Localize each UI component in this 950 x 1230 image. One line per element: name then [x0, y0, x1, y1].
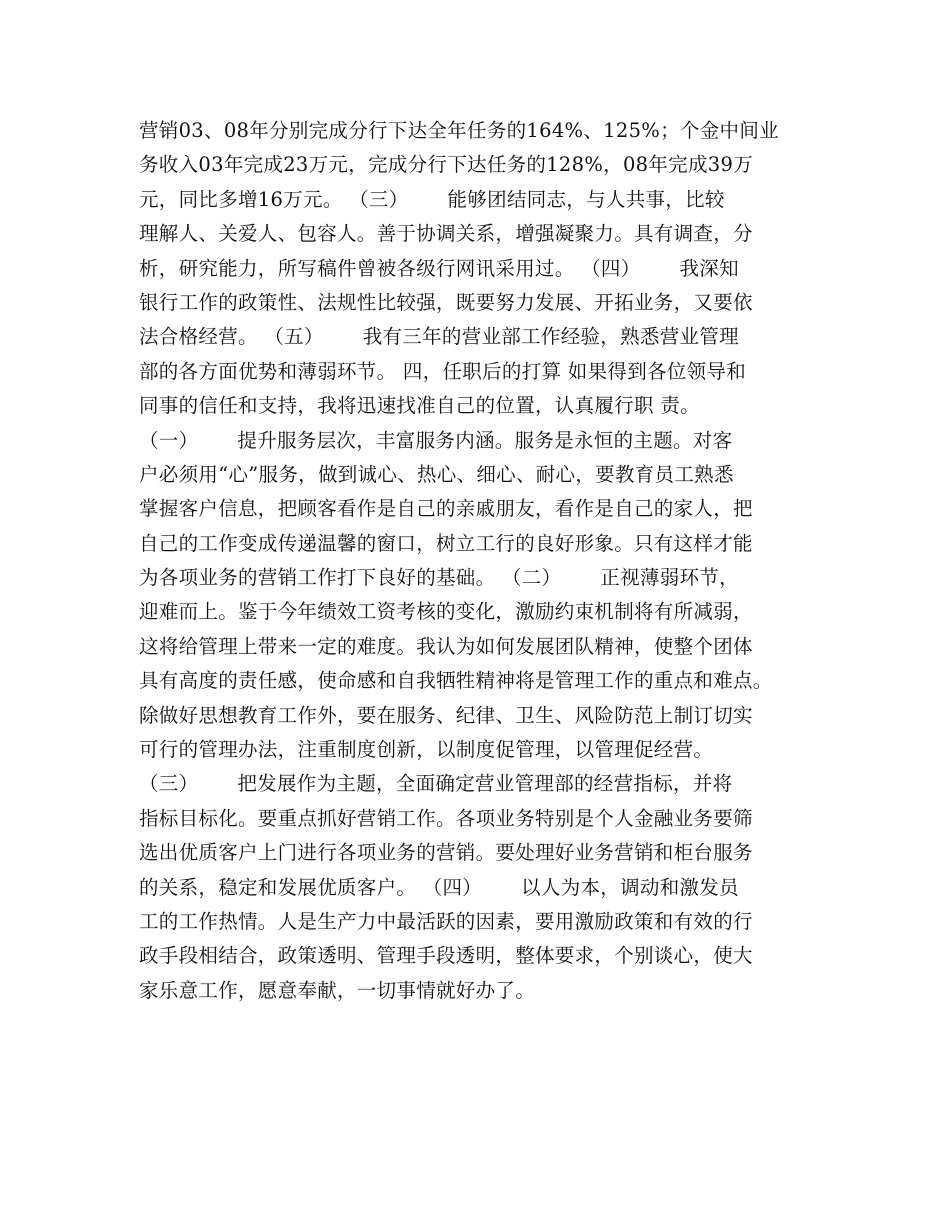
- text-line: 具有高度的责任感，使命感和自我牺牲精神将是管理工作的重点和难点。: [139, 669, 773, 693]
- text-line: 同事的信任和支持，我将迅速找准自己的位置，认真履行职 责。: [139, 394, 700, 418]
- text-line: 家乐意工作，愿意奉献，一切事情就好办了。: [139, 978, 536, 1002]
- text-line: 工的工作热情。人是生产力中最活跃的因素，要用激励政策和有效的行: [139, 909, 753, 933]
- text-line: 的关系，稳定和发展优质客户。 （四） 以人为本，调动和激发员: [139, 875, 739, 899]
- text-line: （一） 提升服务层次，丰富服务内涵。服务是永恒的主题。对客: [139, 428, 733, 452]
- text-line: 析，研究能力，所写稿件曾被各级行网讯采用过。 （四） 我深知: [139, 256, 739, 280]
- text-line: 除做好思想教育工作外，要在服务、纪律、卫生、风险防范上制订切实: [139, 703, 753, 727]
- text-line: 理解人、关爱人、包容人。善于协调关系，增强凝聚力。具有调查，分: [139, 222, 753, 246]
- text-line: 法合格经营。 （五） 我有三年的营业部工作经验，熟悉营业管理: [139, 325, 739, 349]
- text-line: 迎难而上。鉴于今年绩效工资考核的变化，激励约束机制将有所减弱，: [139, 600, 753, 624]
- text-line: 掌握客户信息，把顾客看作是自己的亲戚朋友，看作是自己的家人，把: [139, 497, 753, 521]
- text-line: 元，同比多增16万元。 （三） 能够团结同志，与人共事，比较: [139, 187, 725, 211]
- text-line: 银行工作的政策性、法规性比较强，既要努力发展、开拓业务，又要依: [139, 290, 753, 314]
- text-line: 户必须用“心”服务，做到诚心、热心、细心、耐心，要教育员工熟悉: [139, 462, 734, 486]
- text-line: 这将给管理上带来一定的难度。我认为如何发展团队精神，使整个团体: [139, 634, 753, 658]
- text-line: 自己的工作变成传递温馨的窗口，树立工行的良好形象。只有这样才能: [139, 531, 753, 555]
- text-line: （三） 把发展作为主题，全面确定营业管理部的经营指标，并将: [139, 772, 733, 796]
- text-line: 为各项业务的营销工作打下良好的基础。 （二） 正视薄弱环节，: [139, 566, 739, 590]
- document-body: [139, 114, 829, 1008]
- text-line: 可行的管理办法，注重制度创新，以制度促管理，以管理促经营。: [139, 738, 714, 762]
- text-line: 营销03、08年分别完成分行下达全年任务的164%、125%；个金中间业: [139, 119, 779, 142]
- text-line: 政手段相结合，政策透明、管理手段透明，整体要求，个别谈心，使大: [139, 944, 753, 968]
- text-line: 务收入03年完成23万元，完成分行下达任务的128%，08年完成39万: [139, 153, 754, 177]
- text-line: 指标目标化。要重点抓好营销工作。各项业务特别是个人金融业务要筛: [139, 806, 753, 830]
- text-line: 选出优质客户上门进行各项业务的营销。要处理好业务营销和柜台服务: [139, 841, 753, 865]
- text-line: 部的各方面优势和薄弱环节。 四，任职后的打算 如果得到各位领导和: [139, 359, 746, 383]
